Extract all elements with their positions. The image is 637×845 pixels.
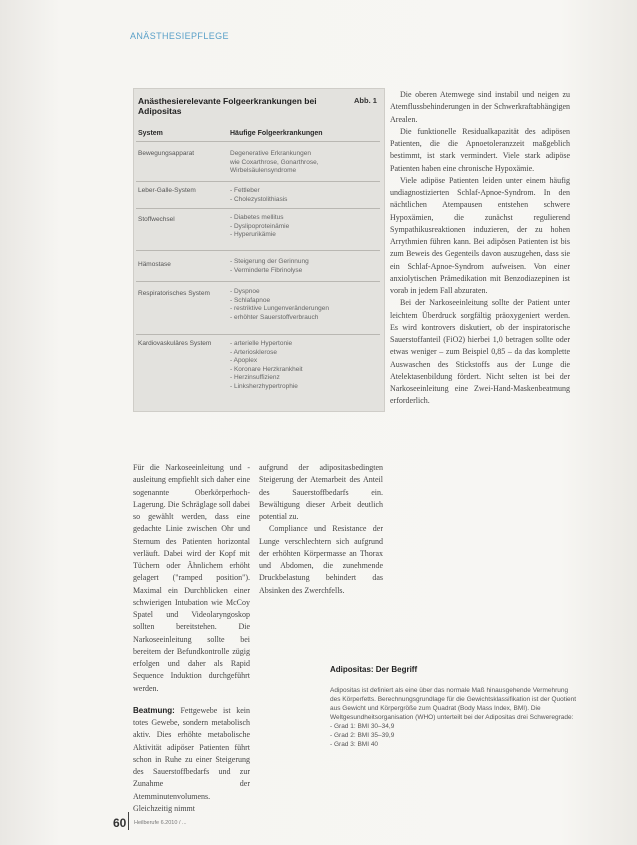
row-item: - Verminderte Fibrinolyse — [230, 266, 303, 274]
info-box-text: Adipositas ist definiert als eine über das normale Maß hinausgehende Vermehrung des Körperfetts. Berechnungsgrundlage für die Gewichtsklassifikation ist der Quotient aus Gewicht und Körpergröße zum Quadrat (Body Mass Index, BMI). Die Weltgesundheitsorganisation (WHO) unterteilt bei der Adipositas drei Schweregrade: — [330, 687, 577, 721]
row-item: - arterielle Hypertonie — [230, 340, 293, 347]
row-item: Degenerative Erkrankungen — [230, 150, 311, 157]
paragraph — [133, 705, 250, 815]
row-item: wie Coxarthrose, Gonarthrose, — [230, 158, 319, 166]
footer-divider — [128, 812, 129, 830]
paragraph: Für die Narkoseeinleitung und -ausleitung empfiehlt sich daher eine sogenannte Oberkörperhoch-Lagerung. Die Schräglage soll dabei so gewählt werden, dass eine gedachte Linie zwischen Ohr und Sternum des Patienten horizontal verläuft. Dabei wird der Kopf mit Tüchern oder Ähnlichem erhöht gelagert ("ramped position"). Maximal ein Durchblicken einer schwierigen Intubation wie McCoy Spatel und Videolaryngoskop sollten bereitstehen. Die Narkoseeinleitung sollte bei bereitem der Befundkontrolle zügig erfolgen und daher als Rapid Sequence Induktion durchgeführt werden. — [133, 463, 250, 693]
row-system: Stoffwechsel — [138, 216, 175, 223]
row-item: - Apoplex — [230, 357, 258, 365]
row-items — [230, 258, 380, 275]
text-column-middle — [259, 462, 383, 597]
row-item: - Schlafapnoe — [230, 296, 271, 304]
paragraph: Die oberen Atemwege sind instabil und neigen zu Atemflussbehinderungen in der Schwerkraftabhängigen Arealen. — [390, 90, 570, 124]
table-divider — [136, 181, 380, 182]
row-item: - Linksherzhypertrophie — [230, 382, 298, 390]
row-item: - Dyslipoproteinämie — [230, 222, 290, 230]
section-header: ANÄSTHESIEPFLEGE — [130, 31, 229, 41]
row-item: - Koronare Herzkrankheit — [230, 365, 303, 373]
col-head-folge: Häufige Folgeerkrankungen — [230, 130, 323, 137]
paragraph: Die funktionelle Residualkapazität des adipösen Patienten, die die Apnoetoleranzzeit maßgeblich bestimmt, ist stark vermindert. Viele stark adipöse Patienten haben eine chronische Hypoxämie. — [390, 126, 570, 173]
row-items — [230, 288, 380, 322]
row-item: - Arteriosklerose — [230, 348, 277, 356]
paragraph: Bei der Narkoseeinleitung sollte der Patient unter leichtem Überdruck sorgfältig präoxygeniert werden. Es wird kontrovers diskutiert, ob der inspiratorische Sauerstoffanteil (FiO2) hierbei 1,0 betragen sollte oder etwas weniger – zum Beispiel 0,85 – da das komplette Auswaschen des Stickstoffs aus der Lunge die Atelektasenbildung fördert. Nicht selten ist bei der Narkoseeinleitung eine Zwei-Hand-Maskenbeatmung erforderlich. — [390, 298, 570, 406]
info-box-title: Adipositas: Der Begriff — [330, 665, 418, 674]
row-item: - Dyspnoe — [230, 288, 260, 295]
row-item: - Herzinsuffizienz — [230, 374, 280, 382]
info-box-item: - Grad 3: BMI 40 — [330, 741, 379, 748]
page-number: 60 — [113, 816, 127, 830]
row-item: - Hyperurikämie — [230, 231, 276, 239]
row-system: Respiratorisches System — [138, 290, 210, 297]
row-item: - Cholezystolithiasis — [230, 195, 288, 203]
table-divider — [136, 141, 380, 142]
row-items — [230, 340, 380, 392]
col-head-system: System — [138, 130, 163, 137]
row-item: Wirbelsäulensyndrome — [230, 167, 297, 175]
row-item: - restriktive Lungenveränderungen — [230, 305, 330, 313]
paragraph-lead: Beatmung: — [133, 705, 175, 715]
table-divider — [136, 208, 380, 209]
row-item: - erhöhter Sauerstoffverbrauch — [230, 313, 319, 321]
paragraph-text: Fettgewebe ist kein totes Gewebe, sondern metabolisch aktiv. Dies erhöhte metabolische Aktivität adipöser Patienten führt schon in Ruhe zu einer Steigerung des Sauerstoffbedarfs und zur Zunahme der Atemminutenvolumens. Gleichzeitig nimmt — [133, 705, 250, 813]
row-items — [230, 150, 380, 176]
paragraph: Compliance und Resistance der Lunge verschlechtern sich aufgrund der erhöhten Körpermasse an Thorax und Abdomen, die zunehmende Druckbelastung behindert das Absinken des Zwerchfells. — [259, 524, 383, 595]
text-column-left — [133, 462, 250, 815]
row-items — [230, 214, 380, 240]
info-box-body — [330, 686, 580, 749]
row-system: Kardiovaskuläres System — [138, 340, 212, 347]
table-divider — [136, 281, 380, 282]
row-items — [230, 187, 380, 204]
footer-magazine: Heilberufe 6.2010 / ... — [134, 820, 187, 826]
table-divider — [136, 250, 380, 251]
paragraph: aufgrund der adipositasbedingten Steigerung der Atemarbeit des Anteil des Sauerstoffbedarfs ein. Bewältigung dieser Arbeit deutlich potential zu. — [259, 463, 383, 521]
paragraph: Viele adipöse Patienten leiden unter einem häufig undiagnostizierten Schlaf-Apnoe-Syndrom. In den nächtlichen Atempausen entstehen schwere Hypoxämien, die zunächst regulierend Sympathikusreaktionen induzieren, der zu hohen Arrythmien führen kann. Bei adipösen Patienten ist bis zum Beweis des Gegenteils davon auszugehen, dass sie ein Schlaf-Apnoe-Syndrom aufweisen. Von einer anxiolytischen Prämedikation mit Benzodiazepinen ist vorab in jedem Fall abzuraten. — [390, 175, 570, 295]
row-item: - Diabetes mellitus — [230, 214, 284, 221]
table-title: Anästhesierelevante Folgeerkrankungen bei Adipositas — [138, 96, 317, 116]
table-tag: Abb. 1 — [354, 96, 377, 105]
row-item: - Fettleber — [230, 187, 260, 194]
info-box-item: - Grad 2: BMI 35–39,9 — [330, 732, 395, 739]
row-system: Leber-Galle-System — [138, 187, 196, 194]
text-column-right — [390, 89, 570, 408]
info-box-item: - Grad 1: BMI 30–34,9 — [330, 723, 395, 730]
row-item: - Steigerung der Gerinnung — [230, 258, 309, 265]
table-divider — [136, 334, 380, 335]
row-system: Hämostase — [138, 261, 171, 268]
row-system: Bewegungsapparat — [138, 150, 195, 157]
